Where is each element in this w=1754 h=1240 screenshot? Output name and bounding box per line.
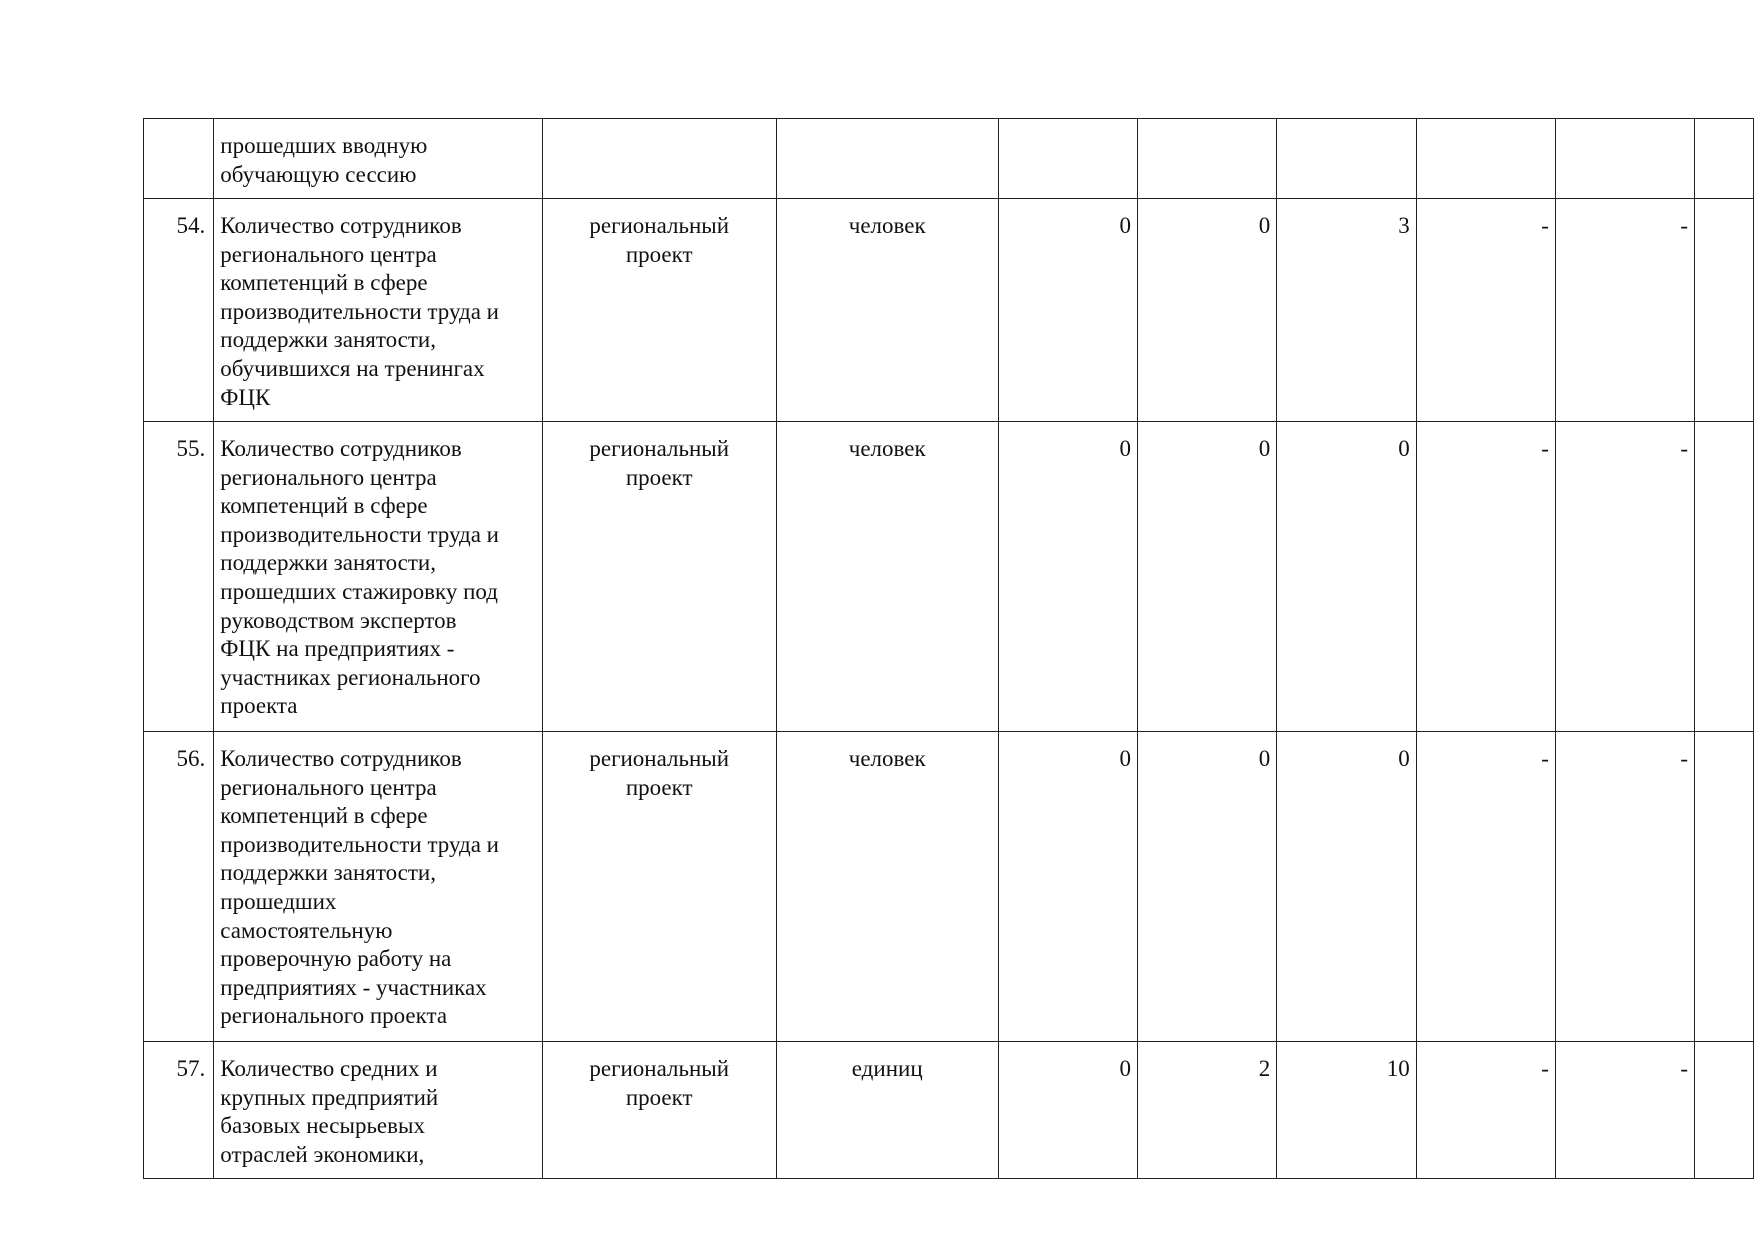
level-line: региональный	[589, 213, 730, 238]
value-cell: -	[1555, 1042, 1694, 1179]
table-row	[144, 199, 1754, 422]
value-cell: 0	[1137, 199, 1276, 422]
indicator-name-line: производительности труда и	[220, 298, 499, 324]
value-cell	[1695, 1042, 1754, 1179]
value-cell: 0	[1137, 732, 1276, 1042]
table-row	[144, 119, 1754, 199]
value-cell: 2	[1137, 1042, 1276, 1179]
indicator-name-line: ФЦК	[220, 384, 271, 410]
indicator-name-line: поддержки занятости,	[220, 550, 436, 576]
indicator-name-line: регионального центра	[220, 464, 437, 490]
indicator-name-line: регионального проекта	[220, 1003, 448, 1029]
indicator-name-line: базовых несырьевых	[220, 1113, 425, 1139]
indicator-name-line: руководством экспертов	[220, 607, 457, 633]
value-cell	[1277, 119, 1417, 199]
indicator-name-line: Количество сотрудников	[220, 746, 462, 771]
value-cell: 10	[1277, 1042, 1417, 1179]
value-cell: 0	[998, 732, 1137, 1042]
level-line: региональный	[589, 1056, 730, 1081]
row-number-cell: 57.	[144, 1042, 214, 1179]
indicator-name-line: обучающую сессию	[220, 161, 417, 187]
indicator-name-line: участниках регионального	[220, 664, 481, 690]
level-line: региональный	[589, 436, 730, 461]
level-cell	[542, 732, 776, 1042]
indicator-name-line: регионального центра	[220, 774, 437, 800]
value-cell: 0	[998, 422, 1137, 732]
value-cell: -	[1416, 1042, 1555, 1179]
value-cell	[998, 119, 1137, 199]
indicator-name-cell	[214, 199, 542, 422]
indicator-name-line: поддержки занятости,	[220, 860, 436, 886]
indicator-name-line: Количество средних и	[220, 1056, 438, 1081]
indicator-name-line: самостоятельную	[220, 917, 393, 943]
value-cell	[1137, 119, 1276, 199]
table-body	[144, 119, 1754, 1179]
level-cell	[542, 422, 776, 732]
value-cell: 3	[1277, 199, 1417, 422]
level-cell	[542, 1042, 776, 1179]
indicator-name-cell	[214, 1042, 542, 1179]
value-cell: -	[1416, 732, 1555, 1042]
value-cell: -	[1416, 422, 1555, 732]
level-cell	[542, 119, 776, 199]
level-line: проект	[625, 464, 693, 490]
value-cell	[1555, 119, 1694, 199]
indicator-name-line: крупных предприятий	[220, 1084, 439, 1110]
value-cell: -	[1555, 199, 1694, 422]
unit-cell	[776, 119, 998, 199]
value-cell: 0	[1277, 732, 1417, 1042]
indicator-name-line: Количество сотрудников	[220, 213, 462, 238]
unit-cell: человек	[776, 422, 998, 732]
value-cell: 0	[998, 1042, 1137, 1179]
value-cell: -	[1555, 422, 1694, 732]
level-line: проект	[625, 774, 693, 800]
level-line: проект	[625, 1084, 693, 1110]
level-cell	[542, 199, 776, 422]
value-cell	[1695, 732, 1754, 1042]
indicator-name-line: компетенций в сфере	[220, 493, 428, 519]
value-cell: -	[1416, 199, 1555, 422]
indicator-name-line: проверочную работу на	[220, 946, 452, 972]
value-cell: 0	[1137, 422, 1276, 732]
indicator-name-line: прошедших вводную	[220, 133, 428, 158]
level-line: региональный	[589, 746, 730, 771]
value-cell	[1695, 119, 1754, 199]
row-number-cell: 55.	[144, 422, 214, 732]
row-number-cell: 56.	[144, 732, 214, 1042]
value-cell	[1695, 422, 1754, 732]
indicator-name-line: прошедших	[220, 888, 337, 914]
indicator-name-cell	[214, 732, 542, 1042]
table-row	[144, 732, 1754, 1042]
value-cell	[1416, 119, 1555, 199]
indicator-name-line: проекта	[220, 693, 298, 719]
table-row	[144, 1042, 1754, 1179]
row-number-cell: 54.	[144, 199, 214, 422]
table-row	[144, 422, 1754, 732]
unit-cell: единиц	[776, 1042, 998, 1179]
indicator-name-line: отраслей экономики,	[220, 1141, 425, 1167]
unit-cell: человек	[776, 732, 998, 1042]
indicator-name-line: регионального центра	[220, 241, 437, 267]
indicator-name-line: предприятиях - участниках	[220, 974, 487, 1000]
indicator-name-line: компетенций в сфере	[220, 803, 428, 829]
indicator-name-line: производительности труда и	[220, 521, 499, 547]
value-cell: 0	[1277, 422, 1417, 732]
indicator-name-line: прошедших стажировку под	[220, 578, 498, 604]
indicator-name-line: компетенций в сфере	[220, 270, 428, 296]
indicator-name-line: поддержки занятости,	[220, 327, 436, 353]
indicator-name-cell	[214, 119, 542, 199]
indicator-name-line: производительности труда и	[220, 831, 499, 857]
indicator-name-line: обучившихся на тренингах	[220, 355, 485, 381]
value-cell: 0	[998, 199, 1137, 422]
level-line: проект	[625, 241, 693, 267]
value-cell	[1695, 199, 1754, 422]
indicator-name-line: ФЦК на предприятиях -	[220, 636, 455, 662]
row-number-cell	[144, 119, 214, 199]
value-cell: -	[1555, 732, 1694, 1042]
indicator-name-cell	[214, 422, 542, 732]
unit-cell: человек	[776, 199, 998, 422]
indicator-name-line: Количество сотрудников	[220, 436, 462, 461]
indicators-table	[143, 118, 1754, 1179]
